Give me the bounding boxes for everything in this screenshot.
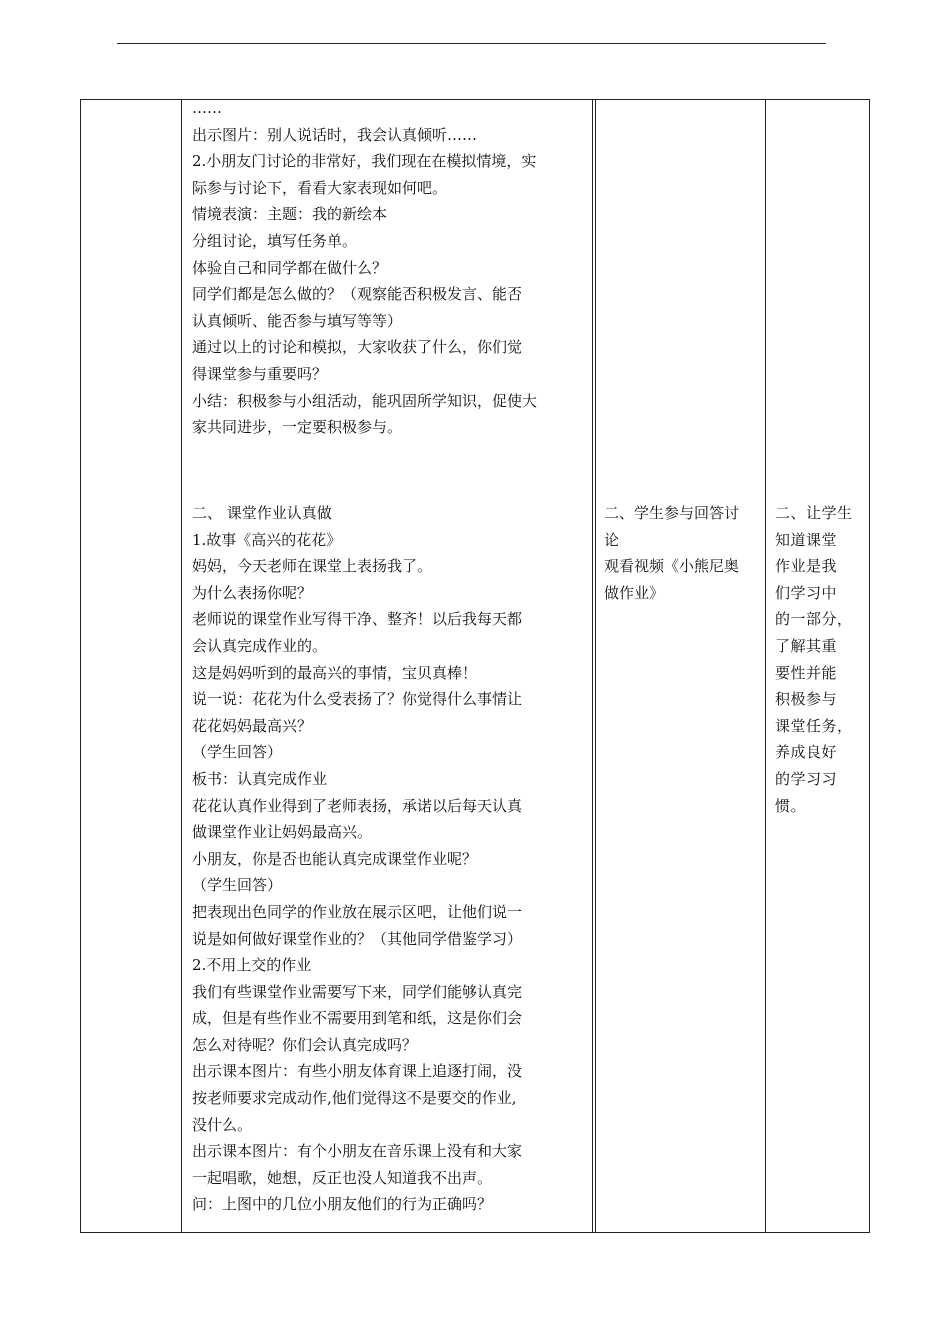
content-line: 妈妈，今天老师在课堂上表扬我了。 bbox=[192, 557, 433, 576]
goal-line: 养成良好 bbox=[775, 743, 838, 762]
content-line: （学生回答） bbox=[192, 876, 283, 895]
goal-line: 作业是我 bbox=[775, 557, 838, 576]
section-heading: 二、 课堂作业认真做 bbox=[192, 504, 332, 522]
content-line: 小朋友，你是否也能认真完成课堂作业呢？ bbox=[192, 849, 478, 868]
content-line: 为什么表扬你呢？ bbox=[192, 583, 313, 602]
content-line: 得课堂参与重要吗？ bbox=[192, 364, 328, 383]
content-line: 出示课本图片：有些小朋友体育课上追逐打闹，没 bbox=[192, 1062, 523, 1081]
column-divider bbox=[592, 100, 596, 1232]
content-line: 体验自己和同学都在做什么？ bbox=[192, 258, 388, 277]
goal-line: 课堂任务， bbox=[775, 716, 853, 735]
content-line: 我们有些课堂作业需要写下来，同学们能够认真完 bbox=[192, 982, 523, 1001]
content-line: 这是妈妈听到的最高兴的事情，宝贝真棒！ bbox=[192, 663, 478, 682]
content-line: 1.故事《高兴的花花》 bbox=[192, 530, 342, 549]
content-line: 怎么对待呢？你们会认真完成吗？ bbox=[192, 1035, 418, 1054]
goal-line: 惯。 bbox=[775, 796, 807, 815]
column-divider bbox=[181, 100, 182, 1232]
goal-line: 积极参与 bbox=[775, 690, 838, 709]
content-line: 把表现出色同学的作业放在展示区吧，让他们说一 bbox=[192, 902, 523, 921]
goal-line: 们学习中 bbox=[775, 583, 838, 602]
content-line: 2.不用上交的作业 bbox=[192, 956, 312, 975]
content-line: 分组讨论，填写任务单。 bbox=[192, 231, 358, 250]
content-line: 做课堂作业让妈妈最高兴。 bbox=[192, 823, 373, 842]
content-line: 问：上图中的几位小朋友他们的行为正确吗？ bbox=[192, 1195, 493, 1214]
content-line: 情境表演：主题：我的新绘本 bbox=[192, 205, 388, 224]
teaching-content-section-2 bbox=[192, 500, 584, 1218]
content-line: 说一说：花花为什么受表扬了？你觉得什么事情让 bbox=[192, 690, 523, 709]
goal-line: 的学习习 bbox=[775, 769, 838, 788]
goal-line: 知道课堂 bbox=[775, 530, 838, 549]
content-line: （学生回答） bbox=[192, 743, 283, 762]
lesson-plan-table bbox=[80, 99, 870, 1233]
content-line: 小结：积极参与小组活动，能巩固所学知识，促使大 bbox=[192, 391, 538, 410]
student-activity bbox=[604, 500, 756, 606]
header-rule bbox=[117, 43, 826, 44]
column-divider bbox=[765, 100, 766, 1232]
student-line: 观看视频《小熊尼奥 bbox=[604, 557, 740, 576]
content-line: 一起唱歌，她想，反正也没人知道我不出声。 bbox=[192, 1168, 493, 1187]
content-line: 花花认真作业得到了老师表扬，承诺以后每天认真 bbox=[192, 796, 523, 815]
content-line: 2.小朋友门讨论的非常好，我们现在在模拟情境，实 bbox=[192, 152, 537, 171]
goal-line: 了解其重 bbox=[775, 636, 838, 655]
content-line: 老师说的课堂作业写得干净、整齐！以后我每天都 bbox=[192, 610, 523, 629]
student-line: 二、学生参与回答讨 bbox=[604, 504, 740, 522]
content-line: 认真倾听、能否参与填写等等） bbox=[192, 311, 403, 330]
student-line: 做作业》 bbox=[604, 583, 665, 602]
content-line: …… bbox=[192, 99, 222, 117]
design-intent bbox=[775, 500, 863, 819]
content-line: 同学们都是怎么做的？（观察能否积极发言、能否 bbox=[192, 285, 523, 304]
content-line: 花花妈妈最高兴？ bbox=[192, 716, 313, 735]
teaching-content-section-1 bbox=[192, 95, 584, 441]
student-line: 论 bbox=[604, 530, 620, 549]
content-line: 通过以上的讨论和模拟，大家收获了什么，你们觉 bbox=[192, 338, 523, 357]
goal-line: 二、让学生 bbox=[775, 504, 853, 522]
content-line: 成，但是有些作业不需要用到笔和纸，这是你们会 bbox=[192, 1009, 523, 1028]
content-line: 会认真完成作业的。 bbox=[192, 636, 328, 655]
content-line: 家共同进步，一定要积极参与。 bbox=[192, 418, 403, 437]
goal-line: 的一部分， bbox=[775, 610, 853, 629]
content-line: 出示图片：别人说话时，我会认真倾听…… bbox=[192, 125, 478, 144]
content-line: 际参与讨论下，看看大家表现如何吧。 bbox=[192, 178, 448, 197]
goal-line: 要性并能 bbox=[775, 663, 838, 682]
content-line: 出示课本图片：有个小朋友在音乐课上没有和大家 bbox=[192, 1142, 523, 1161]
content-line: 板书：认真完成作业 bbox=[192, 769, 328, 788]
content-line: 没什么。 bbox=[192, 1115, 253, 1134]
content-line: 说是如何做好课堂作业的？（其他同学借鉴学习） bbox=[192, 929, 523, 948]
content-line: 按老师要求完成动作,他们觉得这不是要交的作业, bbox=[192, 1089, 517, 1108]
